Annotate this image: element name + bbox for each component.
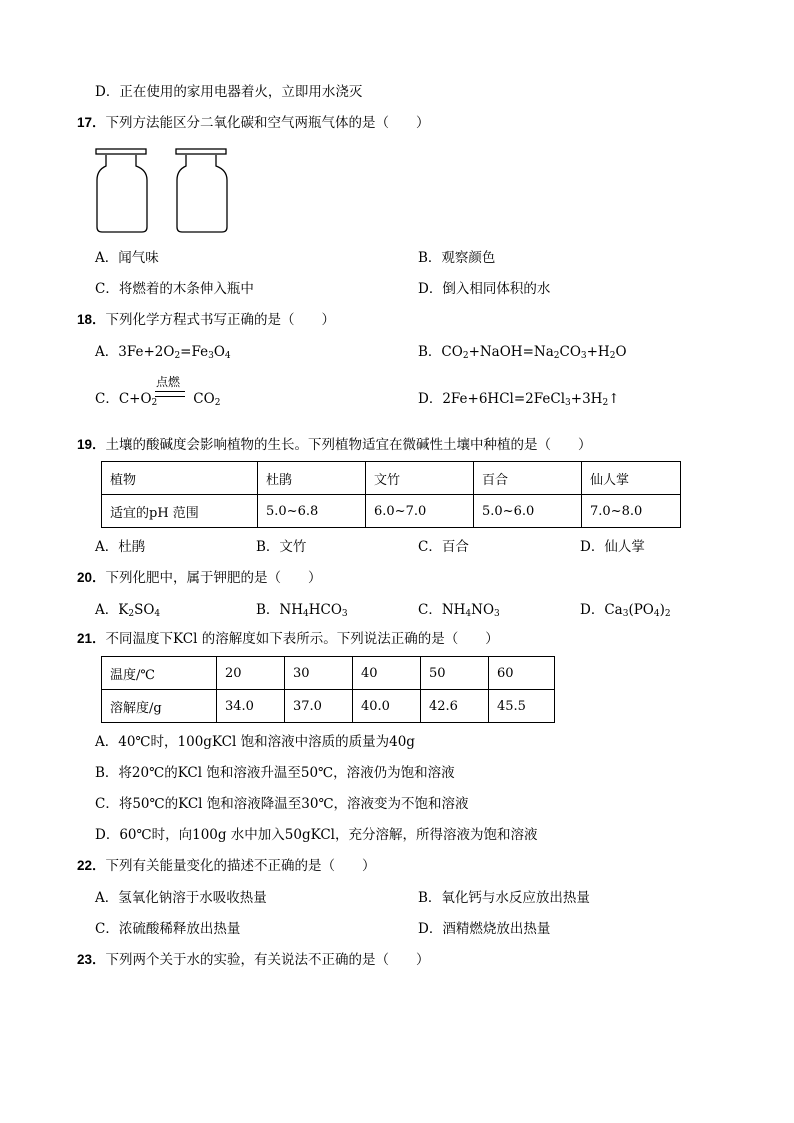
solubility-value-row <box>102 690 555 723</box>
q20-option-c: C．$NH_4NO_3$ <box>418 602 500 619</box>
ph-table-cell: 适宜的pH 范围 <box>102 495 258 528</box>
q17-number: 17． <box>77 115 106 130</box>
solubility-cell: 45.5 <box>489 690 555 723</box>
q17-stem <box>77 114 430 132</box>
solubility-temp-row <box>102 657 555 690</box>
q17-option-c: C．将燃着的木条伸入瓶中 <box>95 281 254 297</box>
ignite-label: 点燃 <box>156 375 181 389</box>
solubility-cell: 30 <box>285 657 353 690</box>
gas-bottle-right <box>176 149 227 232</box>
q23-stem <box>77 951 430 969</box>
q21-option-a: A．40℃时，100gKCl 饱和溶液中溶质的质量为40g <box>95 734 415 750</box>
ph-table-header-row <box>102 462 681 495</box>
ph-table-cell: 仙人掌 <box>582 462 681 495</box>
q22-stem-text: 下列有关能量变化的描述不正确的是（ ） <box>105 858 376 874</box>
q18-option-d: D．$2Fe+6HCl=2FeCl_3+3H_2↑$ <box>418 391 620 408</box>
q19-option-c: C．百合 <box>418 539 469 555</box>
q21-option-c: C．将50℃的KCl 饱和溶液降温至30℃，溶液变为不饱和溶液 <box>95 796 469 812</box>
solubility-cell: 温度/℃ <box>102 657 217 690</box>
gas-bottle-left <box>96 149 147 232</box>
q23-number: 23． <box>77 952 106 967</box>
q21-stem-text: 不同温度下KCl 的溶解度如下表所示。下列说法正确的是（ ） <box>105 631 499 647</box>
equals-sign <box>155 391 185 397</box>
q22-option-c: C．浓硫酸稀释放出热量 <box>95 921 241 937</box>
ph-table-cell: 杜鹃 <box>258 462 366 495</box>
ph-table-cell: 7.0~8.0 <box>582 495 681 528</box>
solubility-cell: 40 <box>353 657 421 690</box>
ph-table-data-row <box>102 495 681 528</box>
solubility-cell: 20 <box>217 657 285 690</box>
q18-stem-text: 下列化学方程式书写正确的是（ ） <box>105 312 336 328</box>
ph-table-cell: 植物 <box>102 462 258 495</box>
q19-stem-text: 土壤的酸碱度会影响植物的生长。下列植物适宜在微碱性土壤中种植的是（ ） <box>105 437 592 453</box>
q18-number: 18． <box>77 312 106 327</box>
q21-option-d: D．60℃时，向100g 水中加入50gKCl，充分溶解，所得溶液为饱和溶液 <box>95 827 538 843</box>
solubility-cell: 60 <box>489 657 555 690</box>
q22-option-b: B．氧化钙与水反应放出热量 <box>418 890 590 906</box>
ph-table-cell: 百合 <box>474 462 582 495</box>
q19-option-a: A．杜鹃 <box>95 539 146 555</box>
ph-table-cell: 文竹 <box>366 462 474 495</box>
q21-option-b: B．将20℃的KCl 饱和溶液升温至50℃，溶液仍为饱和溶液 <box>95 765 455 781</box>
solubility-cell: 溶解度/g <box>102 690 217 723</box>
q19-option-b: B．文竹 <box>256 539 307 555</box>
q20-stem <box>77 569 322 587</box>
solubility-cell: 37.0 <box>285 690 353 723</box>
q20-number: 20． <box>77 570 106 585</box>
q17-stem-text: 下列方法能区分二氧化碳和空气两瓶气体的是（ ） <box>105 115 430 131</box>
q19-option-d: D．仙人掌 <box>580 539 645 555</box>
q20-stem-text: 下列化肥中，属于钾肥的是（ ） <box>105 570 322 586</box>
q22-option-d: D．酒精燃烧放出热量 <box>418 921 551 937</box>
q18-option-c: C．$C+O_2$ $CO_2$ <box>95 391 221 408</box>
q23-stem-text: 下列两个关于水的实验，有关说法不正确的是（ ） <box>105 952 430 968</box>
q22-stem <box>77 857 376 875</box>
ph-table-cell: 5.0~6.8 <box>258 495 366 528</box>
q18-option-a: A．$3Fe+2O_2=Fe_3O_4$ <box>95 344 231 361</box>
ph-table-cell: 5.0~6.0 <box>474 495 582 528</box>
solubility-cell: 34.0 <box>217 690 285 723</box>
q21-stem <box>77 630 499 648</box>
q20-option-d: D．$Ca_3(PO_4)_2$ <box>580 602 671 619</box>
q20-option-b: B．$NH_4HCO_3$ <box>256 602 348 619</box>
q22-number: 22． <box>77 858 106 873</box>
q17-option-a: A．闻气味 <box>95 250 159 266</box>
solubility-cell: 42.6 <box>421 690 489 723</box>
q18-option-b: B．$CO_2+NaOH=Na_2CO_3+H_2O$ <box>418 344 627 361</box>
gas-bottle-figure <box>94 148 240 234</box>
ignite-condition <box>155 375 187 399</box>
q18-stem <box>77 311 335 329</box>
q17-option-d: D．倒入相同体积的水 <box>418 281 551 297</box>
q19-number: 19． <box>77 437 106 452</box>
q22-option-a: A．氢氧化钠溶于水吸收热量 <box>95 890 267 906</box>
q16-option-d: D．正在使用的家用电器着火，立即用水浇灭 <box>95 84 363 100</box>
q19-stem <box>77 436 592 454</box>
solubility-table <box>101 656 555 723</box>
q20-option-a: A．$K_2SO_4$ <box>95 602 161 619</box>
ph-table-cell: 6.0~7.0 <box>366 495 474 528</box>
q17-option-b: B．观察颜色 <box>418 250 496 266</box>
solubility-cell: 40.0 <box>353 690 421 723</box>
ph-range-table <box>101 461 681 528</box>
solubility-cell: 50 <box>421 657 489 690</box>
q21-number: 21． <box>77 631 106 646</box>
